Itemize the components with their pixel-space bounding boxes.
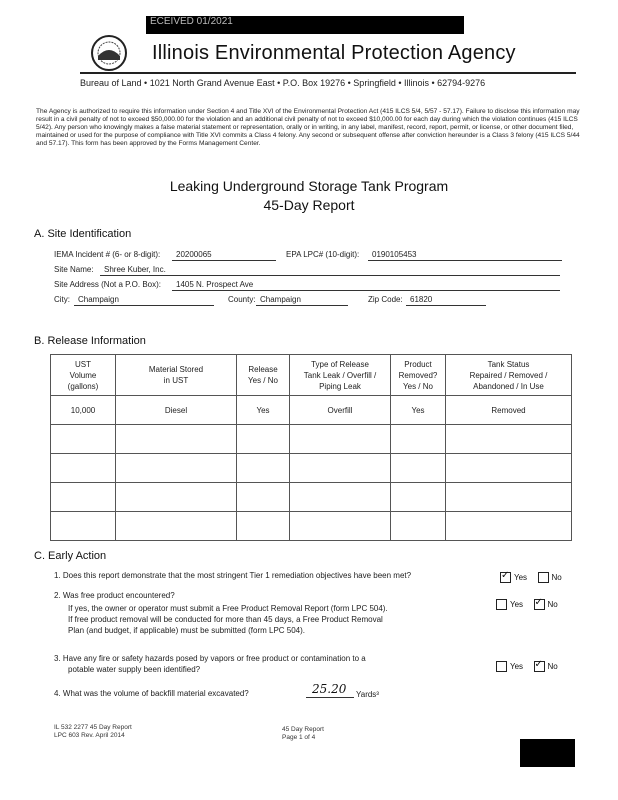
site-name-underline: [100, 275, 560, 276]
q2-yes-checkbox[interactable]: [496, 599, 507, 610]
city-underline: [74, 305, 214, 306]
footer-page-info: 45 Day Report Page 1 of 4: [282, 726, 324, 741]
city-value[interactable]: Champaign: [78, 295, 119, 304]
zip-underline: [406, 305, 486, 306]
cell-release-type[interactable]: Overfill: [290, 396, 391, 425]
site-address-label: Site Address (Not a P.O. Box):: [54, 280, 162, 289]
iema-value[interactable]: 20200065: [176, 250, 212, 259]
cell-product-removed[interactable]: Yes: [391, 396, 446, 425]
iema-underline: [172, 260, 276, 261]
epa-label: EPA LPC# (10-digit):: [286, 250, 360, 259]
col-release: Release Yes / No: [237, 355, 290, 396]
question-4: 4. What was the volume of backfill material excavated?: [54, 689, 249, 698]
city-label: City:: [54, 295, 70, 304]
col-tank-status: Tank Status Repaired / Removed / Abandoned / In Use: [446, 355, 572, 396]
cell-tank-status[interactable]: Removed: [446, 396, 572, 425]
q2-note-2: If free product removal will be conducted for more than 45 days, a Free Product Removal: [68, 615, 383, 624]
q2-no-checkbox[interactable]: [534, 599, 545, 610]
epa-underline: [368, 260, 562, 261]
site-name-label: Site Name:: [54, 265, 94, 274]
footer-form-id: IL 532 2277 45 Day Report LPC 603 Rev. April 2014: [54, 724, 132, 739]
county-underline: [256, 305, 348, 306]
cell-volume[interactable]: 10,000: [51, 396, 116, 425]
site-name-value[interactable]: Shree Kuber, Inc.: [104, 265, 166, 274]
site-address-value[interactable]: 1405 N. Prospect Ave: [176, 280, 254, 289]
received-stamp: ECEIVED 01/2021: [150, 16, 233, 27]
q2-note-3: Plan (and budget, if applicable) must be submitted (form LPC 504).: [68, 626, 306, 635]
q1-no-checkbox[interactable]: [538, 572, 549, 583]
release-table-header-row: [51, 355, 572, 396]
question-1: 1. Does this report demonstrate that the most stringent Tier 1 remediation objectives have been met?: [54, 571, 412, 580]
legal-notice: The Agency is authorized to require this information under Section 4 and Title XVI of the Environmental Protection Act (415 ILCS 5/4, 5/57 - 57.17). Failure to disclose this information may result in a civil penalty of not to exceed $50,000.00 for the violation and an additional civil penalty of not to exceed $10,000.00 for each day during which the violation continues (415 ILCS 5/42). Any person who knowingly makes a false material statement or representation, orally or in writing, in any label, manifest, record, report, permit, or license, or other document filed, maintained or used for the purpose of compliance with Title XVI commits a Class 4 felony. Any second or subsequent offense after conviction hereunder is a Class 3 felony (415 ILCS 5/44 and 57.17). This form has been approved by the Forms Management Center.: [36, 108, 580, 147]
agency-seal-icon: [90, 34, 128, 72]
site-address-underline: [172, 290, 560, 291]
q4-underline: [306, 697, 354, 698]
table-row: [51, 454, 572, 483]
q2-note-1: If yes, the owner or operator must submit a Free Product Removal Report (form LPC 504).: [68, 604, 388, 613]
agency-name: Illinois Environmental Protection Agency: [152, 42, 516, 64]
q3-options: Yes ✓ No: [496, 658, 564, 676]
cell-material[interactable]: Diesel: [116, 396, 237, 425]
q1-yes-checkbox[interactable]: [500, 572, 511, 583]
col-release-type: Type of Release Tank Leak / Overfill / Piping Leak: [290, 355, 391, 396]
redaction-bar-bottom: [520, 739, 575, 767]
release-table: [50, 354, 572, 541]
section-a-heading: A. Site Identification: [34, 228, 132, 240]
iema-label: IEMA Incident # (6- or 8-digit):: [54, 250, 161, 259]
q4-unit: Yards³: [356, 690, 379, 699]
program-title: Leaking Underground Storage Tank Program: [169, 178, 449, 194]
header-rule: [80, 72, 576, 74]
q3-yes-checkbox[interactable]: [496, 661, 507, 672]
table-row: [51, 483, 572, 512]
q4-handwritten-value[interactable]: 25.20: [312, 682, 347, 696]
col-material: Material Stored in UST: [116, 355, 237, 396]
col-product-removed: Product Removed? Yes / No: [391, 355, 446, 396]
epa-value[interactable]: 0190105453: [372, 250, 417, 259]
table-row: [51, 425, 572, 454]
cell-release[interactable]: Yes: [237, 396, 290, 425]
zip-value[interactable]: 61820: [410, 295, 433, 304]
agency-address: Bureau of Land • 1021 North Grand Avenue East • P.O. Box 19276 • Springfield • Illinois • 62794-9276: [80, 78, 486, 88]
county-label: County:: [228, 295, 256, 304]
county-value[interactable]: Champaign: [260, 295, 301, 304]
question-3-line-2: potable water supply been identified?: [68, 665, 201, 674]
col-ust-volume: UST Volume (gallons): [51, 355, 116, 396]
table-row: [51, 512, 572, 541]
q1-options: ✓ Yes No: [500, 569, 568, 587]
section-c-heading: C. Early Action: [34, 550, 107, 562]
report-title: 45-Day Report: [263, 197, 355, 213]
question-2: 2. Was free product encountered?: [54, 591, 175, 600]
q2-options: Yes ✓ No: [496, 596, 564, 614]
question-3-line-1: 3. Have any fire or safety hazards posed by vapors or free product or contamination to a: [54, 654, 366, 663]
section-b-heading: B. Release Information: [34, 335, 146, 347]
q3-no-checkbox[interactable]: [534, 661, 545, 672]
zip-label: Zip Code:: [368, 295, 403, 304]
table-row: [51, 396, 572, 425]
